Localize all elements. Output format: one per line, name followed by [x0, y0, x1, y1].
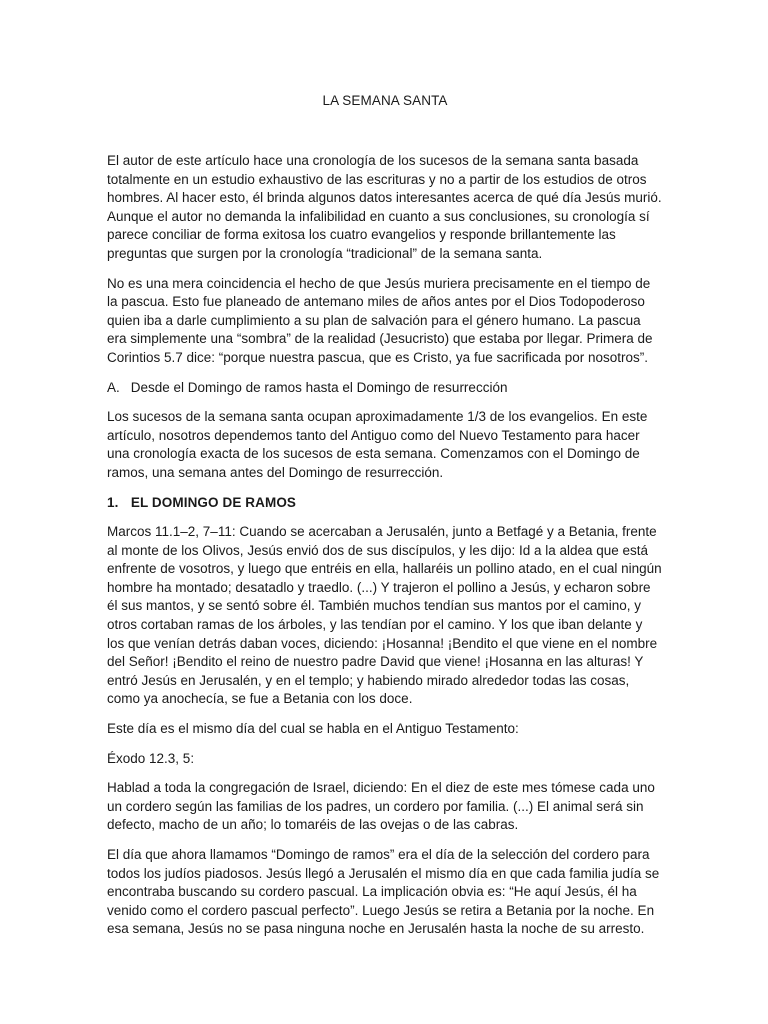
section-heading-1	[107, 494, 663, 513]
section-heading-a	[107, 379, 663, 398]
paragraph-intro: El autor de este artículo hace una cronología de los sucesos de la semana santa basada totalmente en un estudio exhaustivo de las escrituras y no a partir de los estudios de otros hombres. Al hacer esto, él brinda algunos datos interesantes acerca de qué día Jesús murió. Aunque el autor no demanda la infalibilidad en cuanto a sus conclusiones, su cronología sí parece conciliar de forma exitosa los cuatro evangelios y responde brillantemente las preguntas que surgen por la cronología “tradicional” de la semana santa.	[107, 153, 662, 261]
section-heading-1-text: EL DOMINGO DE RAMOS	[130, 494, 297, 510]
section-marker-1: 1.	[107, 494, 119, 510]
paragraph-sucesos: Los sucesos de la semana santa ocupan aproximadamente 1/3 de los evangelios. En este artículo, nosotros dependemos tanto del Antiguo como del Nuevo Testamento para hacer una cronología exacta de los sucesos de esta semana. Comenzamos con el Domingo de ramos, una semana antes del Domingo de resurrección.	[107, 409, 648, 480]
paragraph-exodo-text: Hablad a toda la congregación de Israel, diciendo: En el diez de este mes tómese cada uno un cordero según las familias de los padres, un cordero por familia. (...) El animal será sin defecto, macho de un año; lo tomaréis de las ovejas o de las cabras.	[107, 780, 655, 833]
section-heading-a-text: Desde el Domingo de ramos hasta el Domingo de resurrección	[130, 379, 508, 395]
paragraph-exodo-ref: Éxodo 12.3, 5:	[107, 750, 195, 766]
paragraph-marcos: Marcos 11.1–2, 7–11: Cuando se acercaban a Jerusalén, junto a Betfagé y a Betania, frente al monte de los Olivos, Jesús envió dos de sus discípulos, y les dijo: Id a la aldea que está enfrente de vosotros, y luego que entréis en ella, hallaréis un pollino atado, en el cual ningún hombre ha montado; desatadlo y traedlo. (...) Y trajeron el pollino a Jesús, y echaron sobre él sus mantos, y se sentó sobre él. También muchos tendían sus mantos por el camino, y otros cortaban ramas de los árboles, y las tendían por el camino. Y los que iban delante y los que venían detrás daban voces, diciendo: ¡Hosanna! ¡Bendito el que viene en el nombre del Señor! ¡Bendito el reino de nuestro padre David que viene! ¡Hosanna en las alturas! Y entró Jesús en Jerusalén, y en el templo; y habiendo mirado alrededor todas las cosas, como ya anochecía, se fue a Betania con los doce.	[107, 524, 662, 707]
paragraph-antiguo-testamento: Este día es el mismo día del cual se habla en el Antiguo Testamento:	[107, 721, 519, 737]
document-title: LA SEMANA SANTA	[322, 93, 448, 108]
paragraph-domingo-ramos: El día que ahora llamamos “Domingo de ramos” era el día de la selección del cordero para todos los judíos piadosos. Jesús llegó a Jerusalén el mismo día en que cada familia judía se encontraba buscando su cordero pascual. La implicación obvia es: “He aquí Jesús, él ha venido como el cordero pascual perfecto”. Luego Jesús se retira a Betania por la noche. En esa semana, Jesús no se pasa ninguna noche en Jerusalén hasta la noche de su arresto.	[107, 847, 660, 937]
section-marker-a: A.	[107, 379, 120, 395]
paragraph-pascua: No es una mera coincidencia el hecho de que Jesús muriera precisamente en el tiempo de la pascua. Esto fue planeado de antemano miles de años antes por el Dios Todopoderoso quien iba a darle cumplimiento a su plan de salvación para el género humano. La pascua era simplemente una “sombra” de la realidad (Jesucristo) que estaba por llegar. Primera de Corintios 5.7 dice: “porque nuestra pascua, que es Cristo, ya fue sacrificada por nosotros”.	[107, 275, 653, 365]
document-body	[107, 152, 663, 950]
